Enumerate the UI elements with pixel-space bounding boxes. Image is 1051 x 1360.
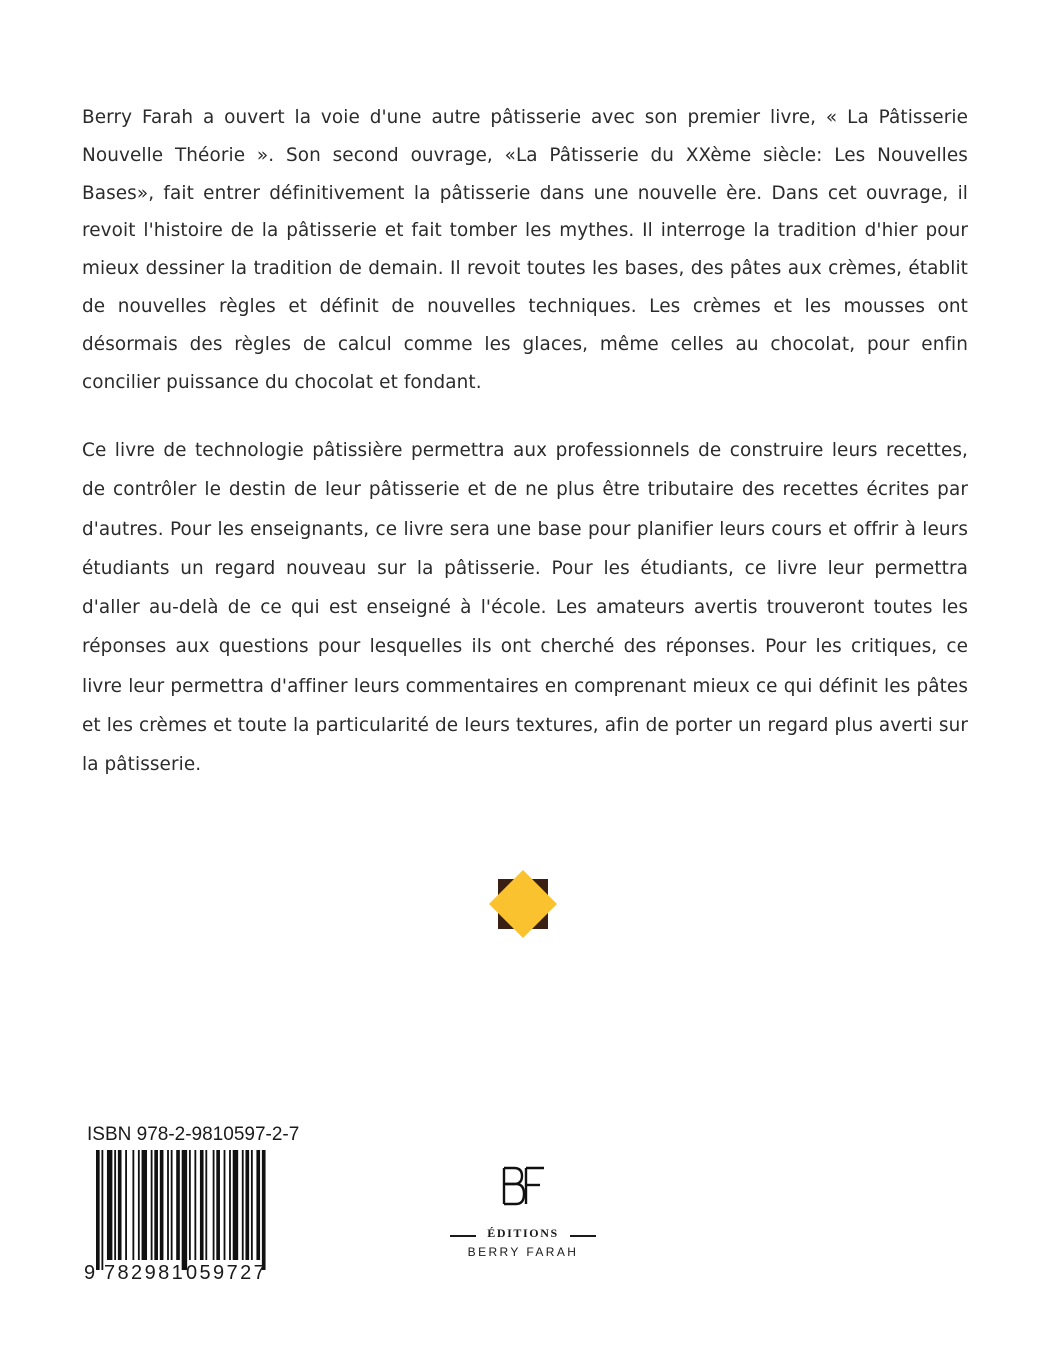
barcode-bar (171, 1150, 173, 1260)
barcode-bar (96, 1150, 100, 1270)
barcode-digit-first: 9 (84, 1262, 96, 1284)
publisher-editions (448, 1226, 598, 1246)
barcode-bar (213, 1150, 215, 1260)
barcode-bar (262, 1150, 266, 1270)
barcode (96, 1150, 271, 1270)
barcode-bar (101, 1150, 103, 1270)
barcode-bar (176, 1150, 180, 1260)
publisher-editions-label: ÉDITIONS (487, 1226, 559, 1240)
barcode-bar (114, 1150, 116, 1260)
barcode-bar (216, 1150, 220, 1260)
barcode-bar (251, 1150, 253, 1260)
barcode-bar (205, 1150, 207, 1260)
barcode-bar (118, 1150, 122, 1260)
barcode-bar (132, 1150, 134, 1260)
barcode-bar (194, 1150, 196, 1260)
barcode-bar (233, 1150, 238, 1260)
barcode-bar (125, 1150, 127, 1260)
barcode-bar (245, 1150, 249, 1260)
barcode-bar (142, 1150, 147, 1260)
description-paragraph-2: Ce livre de technologie pâtissière permettra aux professionnels de construire leurs recettes, de contrôler le destin de leur pâtisserie et de ne plus être tributaire des recettes écrites par d'autres. Pour les enseignants, ce livre sera une base pour planifier leurs cours et offrir à leurs étudiants un regard nouveau sur la pâtisserie. Pour les étudiants, ce livre leur permettra d'aller au-delà de ce qui est enseigné à l'école. Les amateurs avertis trouveront toutes les réponses aux questions pour lesquelles ils ont cherché des réponses. Pour les critiques, ce livre leur permettra d'affiner leurs commentaires en comprenant mieux ce qui définit les pâtes et les crèmes et toute la particularité de leurs textures, afin de porter un regard plus averti sur la pâtisserie. (82, 440, 968, 776)
barcode-digits-left: 782981 (104, 1262, 186, 1284)
publisher-name: BERRY FARAH (467, 1245, 579, 1259)
barcode-bar (107, 1150, 112, 1260)
description-paragraph-1: Berry Farah a ouvert la voie d'une autre pâtisserie avec son premier livre, « La Pâtisserie Nouvelle Théorie ». Son second ouvrage, «La Pâtisserie du XXème siècle: Les Nouvelles Bases», fait entrer définitivement la pâtisserie dans une nouvelle ère. Dans cet ouvrage, il revoit l'histoire de la pâtisserie et fait tomber les mythes. Il interroge la tradition d'hier pour mieux dessiner la tradition de demain. Il revoit toutes les bases, des pâtes aux crèmes, établit de nouvelles règles et définit de nouvelles techniques. Les crèmes et les mousses ont désormais des règles de calcul comme les glaces, même celles au chocolat, pour enfin concilier puissance du chocolat et fondant. (82, 107, 968, 393)
isbn-label: ISBN 978-2-9810597-2-7 (87, 1124, 300, 1145)
barcode-bar (160, 1150, 164, 1260)
barcode-bar (138, 1150, 140, 1260)
barcode-bar (154, 1150, 158, 1260)
publisher-logo (492, 1166, 554, 1206)
barcode-digits-right: 059727 (186, 1262, 268, 1284)
barcode-bar (229, 1150, 231, 1260)
barcode-bar (256, 1150, 260, 1260)
barcode-bar (189, 1150, 191, 1260)
diamond-ornament-icon (489, 870, 557, 938)
barcode-bar (242, 1150, 244, 1260)
barcode-bar (224, 1150, 226, 1260)
barcode-bar (182, 1150, 187, 1270)
barcode-bar (200, 1150, 204, 1260)
publisher-rule-right (570, 1235, 596, 1237)
barcode-bar (151, 1150, 153, 1260)
barcode-bar (167, 1150, 169, 1260)
